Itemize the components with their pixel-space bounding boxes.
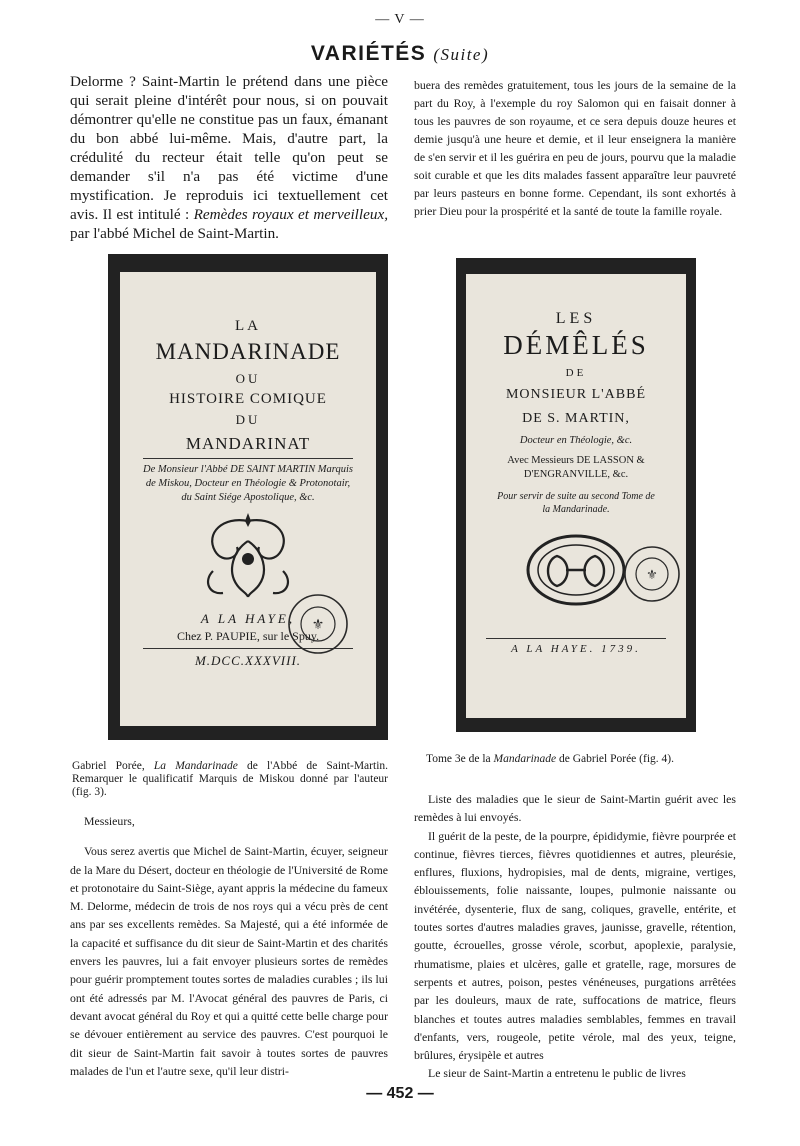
fig3-line-10: M.DCC.XXXVIII. (194, 653, 302, 668)
monogram-cartouche-icon (521, 530, 631, 610)
library-stamp-icon (286, 592, 350, 656)
figure-3-photo (108, 254, 388, 740)
fig4-line-6: Docteur en Théologie, &c. (519, 435, 633, 446)
fig3-line-8: A LA HAYE, (200, 611, 296, 626)
fig3-line-5: DU (235, 412, 261, 427)
intro-left-paragraph (70, 72, 388, 243)
body-right-paragraph-1: Liste des maladies que le sieur de Saint-Martin guérit avec les remèdes à lui envoyés. (414, 792, 736, 825)
figure-3-caption (72, 760, 388, 799)
cap3-pre: Gabriel Porée, (72, 760, 154, 772)
fig4-line-8: Pour servir de suite au second Tome de la Mandarinade. (497, 491, 655, 515)
intro-left-italic: Remèdes royaux et merveilleux, (193, 206, 388, 223)
fig3-line-7: De Monsieur l'Abbé DE SAINT MARTIN Marquis de Miskou, Docteur en Théologie & Protonotair, du Saint Siége Apostolique, &c. (143, 464, 353, 503)
fig4-title-page (466, 274, 686, 718)
fig3-line-4: HISTOIRE COMIQUE (169, 391, 327, 407)
fig3-line-1: LA (235, 318, 261, 334)
intro-left-text: Delorme ? Saint-Martin le prétend dans une pièce qui serait pleine d'intérêt pour nous, si on pouvait démontrer qu'elle ne constitue pas un faux, émanant du bon abbé lui-même. Mais, d'autre part, la crédulité du recteur était telle qu'on peut se demander s'il n'a pas été victime d'une mystification. Je reproduis ici textuellement cet avis. Il est intitulé : (70, 73, 388, 223)
fig4-rule (486, 638, 666, 639)
figure-4-caption (426, 753, 736, 766)
intro-left-column (70, 72, 388, 243)
fig3-title-page (120, 272, 376, 726)
body-right-column (414, 790, 736, 1083)
body-right-paragraph-3: Le sieur de Saint-Martin a entretenu le public de livres (428, 1066, 686, 1081)
fig4-line-2: DÉMÊLÉS (503, 330, 649, 360)
page-number: — 452 — (366, 1085, 434, 1102)
title-text: VARIÉTÉS (310, 42, 427, 65)
intro-right-paragraph: buera des remèdes gratuitement, tous les jours de la semaine de la part du Roy, à l'exemple du roy Salomon qui en faisait donner à tous les pauvres de son royaume, et ce sera depuis douze heures et demie jusqu'à une heure et demie, et il leur enseignera la manière de s'en servir et il les guérira en peu de jours, pourvu que la maladie soit curable et que les dits malades fassent apparaître leur pauvreté par leurs pasteurs en bonne forme. Cependant, ils sont exhortés à prier Dieu pour la prospérité et la santé de toute la famille royale. (414, 78, 736, 218)
library-stamp-icon (622, 544, 682, 604)
title-suite: (Suite) (433, 45, 490, 64)
fig4-line-9: A LA HAYE. 1739. (511, 643, 641, 655)
section-title (0, 40, 800, 66)
fig4-line-4: MONSIEUR L'ABBÉ (505, 387, 647, 402)
page-roman-numeral: — V — (375, 12, 425, 27)
fig4-line-3: DE (565, 367, 587, 379)
fig3-line-6: MANDARINAT (185, 434, 311, 453)
body-right-paragraph-2: Il guérit de la peste, de la pourpre, épididymie, fièvre pourprée et continue, fièvres tierces, fièvres quotidiennes et autres, pleurésie, enflures, fluxions, hydropisies, mal de dents, migraine, vertiges, éblouissements, folie naissante, loupes, pulmonie naissante ou invétérée, dysenterie, flux de sang, coliques, gravelle, entérite, et toutes sortes d'autres maladies graves, jaunisse, gravelle, rétention, goutte, écrouelles, grosse vérole, scorbut, apoplexie, paralysie, rhumatisme, plaies et ulcères, galle et gratelle, rage, morsures de serpents et autres, poison, pestes vénéneuses, purgations arrêtées par les douleurs, maux de rate, suffocations de matrice, fleurs blanches et toutes autres maladies semblables, femmes en travail d'enfants, vers, rougeole, petite vérole, mal des yeux, teigne, brûlures, érysipèle et autres (414, 828, 736, 1063)
fig3-line-2: MANDARINADE (155, 339, 341, 364)
fig3-rule (143, 458, 353, 459)
fig3-line-9: Chez P. PAUPIE, sur le Spuy. (176, 629, 320, 643)
fig4-line-5: DE S. MARTIN, (522, 411, 630, 426)
svg-text:⚜: ⚜ (311, 617, 325, 633)
cap3-italic: La Mandarinade (153, 760, 238, 772)
cap3-post: de l'Abbé de Saint-Martin. Remarquer le qualificatif Marquis de Miskou donné par l'auteur (fig. 3). (72, 760, 389, 798)
salutation: Messieurs, (84, 814, 135, 828)
svg-text:⚜: ⚜ (646, 568, 658, 583)
fig4-line-1: LES (555, 310, 597, 327)
intro-right-column (414, 76, 736, 220)
cap4-italic: Mandarinade (493, 753, 557, 765)
fleuron-ornament-icon (193, 511, 303, 603)
body-left-paragraph: Vous serez avertis que Michel de Saint-Martin, écuyer, seigneur de la Mare du Désert, docteur en théologie de l'Université de Rome et protonotaire du Saint-Siège, ayant appris la médecine du fameux M. Delorme, médecin de trois de nos roys qui a vécu près de cent ans par ses excellents remèdes. Sa Majesté, qui a été informée de la capacité et suffisance du dit sieur de Saint-Martin et des charités envers les pauvres, lui a fait envoyer plusieurs sortes de remèdes pour guérir promptement toutes sortes de maladies curables ; ils lui ont été adressés par M. l'Avocat général des pauvres de Paris, ci devant avocat général du Roy et qui a quitté cette belle charge pour se dévouer entièrement au service des pauvres. C'est pourquoi le dit sieur de Saint-Martin fait savoir à toutes sortes de pauvres malades de l'un et l'autre sexe, qu'il leur distri- (70, 844, 388, 1078)
cap4-pre: Tome 3e de la (426, 753, 494, 765)
fig4-line-7: Avec Messieurs DE LASSON & D'ENGRANVILLE, &c. (507, 455, 645, 480)
figure-4-photo (456, 258, 696, 732)
intro-left-end: par l'abbé Michel de Saint-Martin. (70, 225, 279, 242)
fig3-line-3: OU (235, 371, 261, 386)
body-left-column (70, 812, 388, 1080)
cap4-post: de Gabriel Porée (fig. 4). (556, 753, 674, 765)
